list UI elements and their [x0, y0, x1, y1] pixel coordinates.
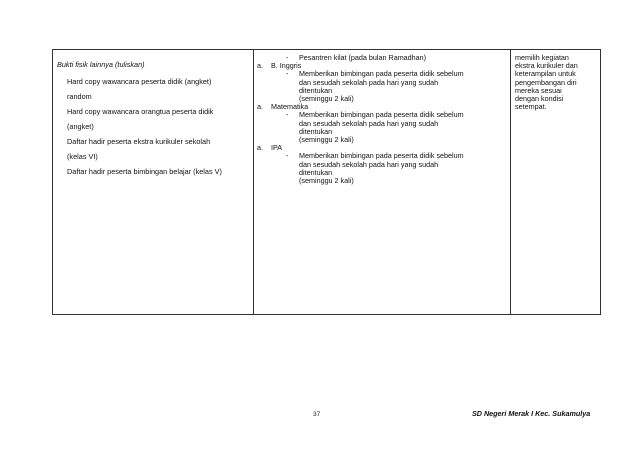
evidence-column [57, 61, 253, 183]
note-line: mereka sesuai [515, 85, 562, 95]
activity-continuation: ditentukan [299, 85, 333, 95]
page-number: 37 [313, 411, 321, 418]
activity-continuation: ditentukan [299, 126, 333, 136]
activities-column [255, 54, 505, 185]
evidence-item: Daftar hadir peserta bimbingan belajar (kelas V) [67, 167, 222, 177]
column-divider-2 [510, 50, 511, 314]
activity-continuation: (seminggu 2 kali) [299, 176, 354, 186]
content-table [52, 49, 601, 315]
activity-continuation: (seminggu 2 kali) [299, 135, 354, 145]
subject-label: a. [257, 61, 263, 71]
activity-continuation: dan sesudah sekolah pada hari yang sudah [299, 118, 439, 128]
activity-text: Memberikan bimbingan pada peserta didik sebelum [299, 69, 464, 79]
activity-continuation: dan sesudah sekolah pada hari yang sudah [299, 159, 439, 169]
column-divider-1 [253, 50, 254, 314]
subject-title: B. Inggris [271, 61, 302, 71]
subject-label: a. [257, 143, 263, 153]
evidence-heading: Bukti fisik lainnya (tuliskan) [57, 60, 145, 69]
activity-bullet: - Pesantren kilat (pada bulan Ramadhan) [286, 53, 427, 62]
activity-bullet: - Memberikan bimbingan pada peserta didik sebelum [286, 110, 464, 120]
note-line: dengan kondisi [515, 94, 564, 104]
activity-continuation: (seminggu 2 kali) [299, 94, 354, 104]
evidence-item: Hard copy wawancara orangtua peserta didik [67, 107, 214, 117]
activity-bullet: - Memberikan bimbingan pada peserta didik sebelum [286, 151, 464, 161]
subject-title: IPA [271, 143, 283, 153]
school-name: SD Negeri Merak I Kec. Sukamulya [472, 409, 591, 418]
evidence-item: Daftar hadir peserta ekstra kurikuler sekolah [67, 137, 211, 147]
evidence-item: (kelas VI) [67, 152, 98, 162]
activity-text: Memberikan bimbingan pada peserta didik sebelum [299, 151, 464, 161]
subject-label: a. [257, 102, 263, 112]
subject-title: Matematika [271, 102, 309, 112]
activity-text: Memberikan bimbingan pada peserta didik sebelum [299, 110, 464, 120]
note-line: pengembangan diri [515, 77, 577, 87]
evidence-item: Hard copy wawancara peserta didik (angket) [67, 77, 212, 87]
notes-column [515, 54, 599, 111]
activity-continuation: ditentukan [299, 167, 333, 177]
note-line: keterampilan untuk [515, 69, 576, 79]
evidence-item: (angket) [67, 122, 94, 132]
activity-bullet: - Memberikan bimbingan pada peserta didik sebelum [286, 69, 464, 79]
evidence-item: random [67, 92, 92, 102]
note-line: ekstra kurikuler dan [515, 61, 578, 71]
activity-continuation: dan sesudah sekolah pada hari yang sudah [299, 77, 439, 87]
activity-text: Pesantren kilat (pada bulan Ramadhan) [299, 53, 427, 62]
note-line: memilih kegiatan [515, 53, 569, 62]
note-line: setempat. [515, 102, 547, 112]
